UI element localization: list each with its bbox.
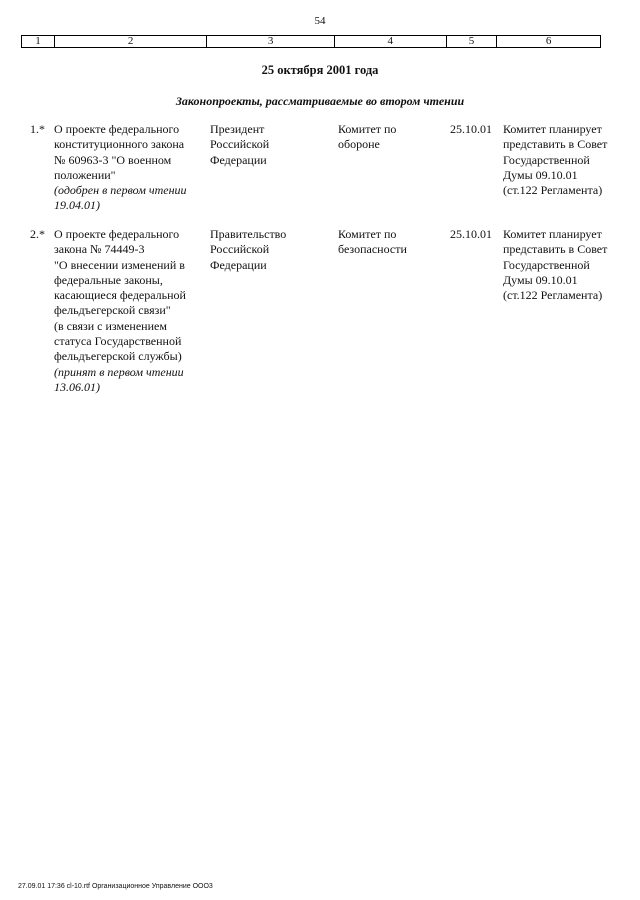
note-line: Комитет планирует	[503, 227, 602, 241]
column-number: 5	[447, 36, 498, 47]
note-line: (ст.122 Регламента)	[503, 288, 603, 303]
committee-note	[503, 227, 623, 303]
document-footer: 27.09.01 17:36 cl-10.rtf Организационное Управление ООО3	[18, 883, 213, 890]
entry-number: 2.*	[30, 227, 45, 241]
sponsor-line: Российской	[210, 242, 270, 257]
consideration-date: 25.10.01	[450, 122, 492, 136]
sponsor-line: Российской	[210, 137, 270, 152]
bill-title-line: касающиеся федеральной	[54, 288, 186, 303]
note-line: Думы 09.10.01	[503, 167, 578, 182]
bill-title-line: конституционного закона	[54, 137, 185, 152]
bill-title	[54, 227, 204, 395]
sponsor-line: Президент	[210, 122, 265, 136]
note-line: Государственной	[503, 257, 590, 272]
entry-number: 1.*	[30, 122, 45, 136]
page-number: 54	[314, 15, 326, 27]
sponsor-line: Правительство	[210, 227, 287, 241]
sponsor-line: Федерации	[210, 257, 267, 272]
column-number: 4	[335, 36, 447, 47]
note-line: Думы 09.10.01	[503, 272, 578, 287]
section-title: Законопроекты, рассматриваемые во втором чтении	[175, 94, 465, 108]
first-reading-note: 13.06.01)	[54, 379, 100, 394]
column-number: 2	[55, 36, 207, 47]
bill-title	[54, 122, 204, 214]
committee-note	[503, 122, 623, 198]
bill-title-line: О проекте федерального	[54, 122, 180, 136]
note-line: представить в Совет	[503, 137, 608, 152]
bill-sponsor	[210, 227, 328, 273]
bill-title-line: статуса Государственной	[54, 334, 182, 349]
bill-title-line: № 60963-3 "О военном	[54, 152, 172, 167]
bill-title-line: фельдъегерской службы)	[54, 349, 182, 364]
column-number-header	[21, 35, 601, 48]
sponsor-line: Федерации	[210, 152, 267, 167]
column-number: 3	[207, 36, 335, 47]
date-heading: 25 октября 2001 года	[261, 63, 379, 77]
note-line: Комитет планирует	[503, 122, 602, 136]
bill-sponsor	[210, 122, 328, 168]
bill-title-line: положении"	[54, 167, 116, 182]
first-reading-note: (принят в первом чтении	[54, 364, 184, 379]
note-line: представить в Совет	[503, 242, 608, 257]
committee-line: безопасности	[338, 242, 407, 257]
first-reading-note: (одобрен в первом чтении	[54, 183, 187, 198]
bill-title-line: фельдъегерской связи"	[54, 303, 171, 318]
committee-line: обороне	[338, 137, 380, 152]
column-number: 6	[545, 35, 552, 47]
consideration-date: 25.10.01	[450, 227, 492, 241]
responsible-committee	[338, 227, 438, 258]
bill-title-line: О проекте федерального	[54, 227, 180, 241]
note-line: Государственной	[503, 152, 590, 167]
column-number: 1	[22, 36, 55, 47]
bill-title-line: закона № 74449-3	[54, 242, 145, 257]
responsible-committee	[338, 122, 438, 153]
committee-line: Комитет по	[338, 122, 397, 136]
bill-title-line: (в связи с изменением	[54, 318, 167, 333]
committee-line: Комитет по	[338, 227, 397, 241]
bill-title-line: "О внесении изменений в	[54, 257, 185, 272]
note-line: (ст.122 Регламента)	[503, 183, 603, 198]
first-reading-note: 19.04.01)	[54, 198, 100, 213]
bill-title-line: федеральные законы,	[54, 272, 163, 287]
